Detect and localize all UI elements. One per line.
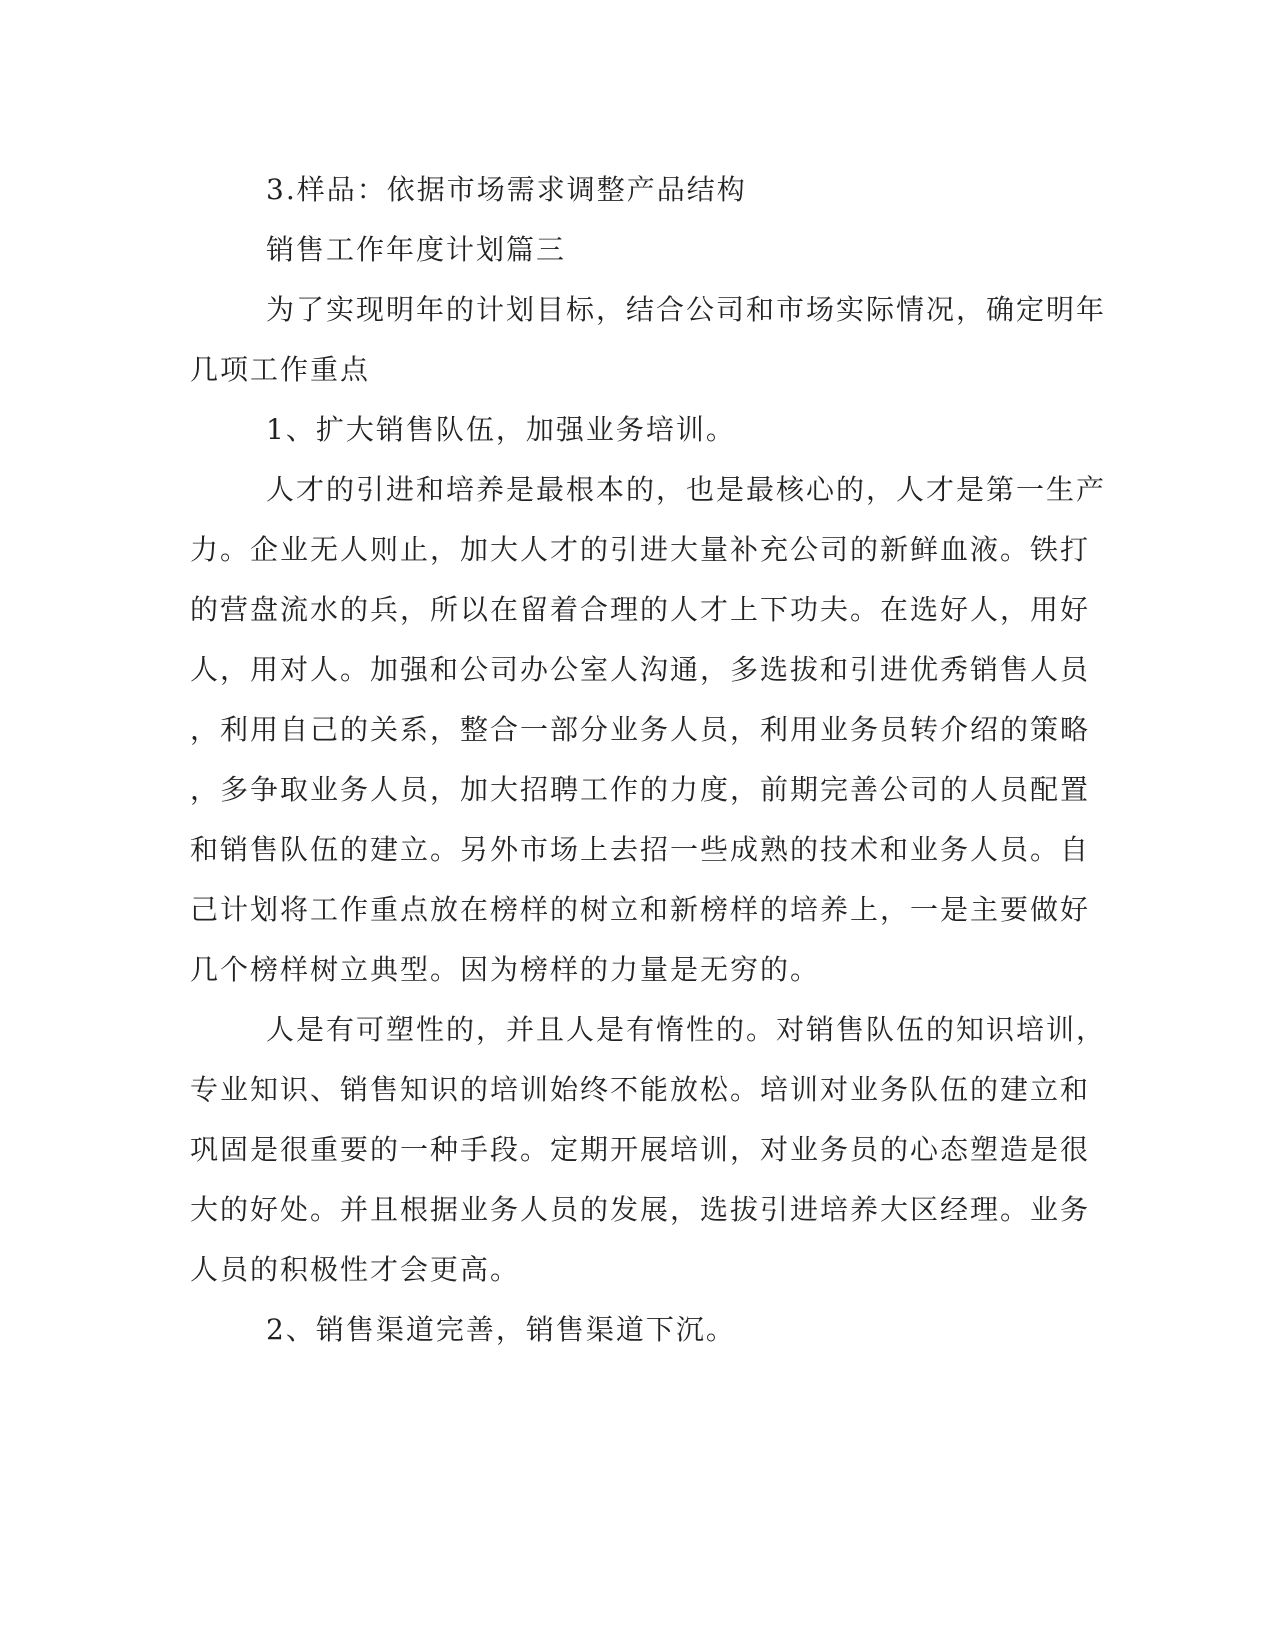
text-line-sample-product: 3.样品：依据市场需求调整产品结构 — [266, 173, 747, 206]
text-line: 人才的引进和培养是最根本的，也是最核心的，人才是第一生产 — [266, 473, 1107, 506]
text-line: 力。企业无人则止，加大人才的引进大量补充公司的新鲜血液。铁打 — [190, 533, 1091, 566]
text-line: 己计划将工作重点放在榜样的树立和新榜样的培养上，一是主要做好 — [190, 893, 1091, 926]
text-line: ，利用自己的关系，整合一部分业务人员，利用业务员转介绍的策略 — [190, 713, 1091, 746]
document-body — [190, 160, 1107, 1360]
text-line: 人，用对人。加强和公司办公室人沟通，多选拔和引进优秀销售人员 — [190, 653, 1091, 686]
text-line: 几项工作重点 — [190, 353, 371, 386]
list-heading-1: 1、扩大销售队伍，加强业务培训。 — [266, 413, 736, 446]
text-line: 人员的积极性才会更高。 — [190, 1253, 521, 1286]
text-line: 人是有可塑性的，并且人是有惰性的。对销售队伍的知识培训， — [266, 1013, 1107, 1046]
text-line: 巩固是很重要的一种手段。定期开展培训，对业务员的心态塑造是很 — [190, 1133, 1091, 1166]
text-line: 大的好处。并且根据业务人员的发展，选拔引进培养大区经理。业务 — [190, 1193, 1091, 1226]
text-line: 专业知识、销售知识的培训始终不能放松。培训对业务队伍的建立和 — [190, 1073, 1091, 1106]
section-heading: 销售工作年度计划篇三 — [266, 233, 567, 266]
text-line: 和销售队伍的建立。另外市场上去招一些成熟的技术和业务人员。自 — [190, 833, 1091, 866]
list-heading-2: 2、销售渠道完善，销售渠道下沉。 — [266, 1313, 736, 1346]
text-line: 几个榜样树立典型。因为榜样的力量是无穷的。 — [190, 953, 821, 986]
text-line: ，多争取业务人员，加大招聘工作的力度，前期完善公司的人员配置 — [190, 773, 1091, 806]
text-line: 为了实现明年的计划目标，结合公司和市场实际情况，确定明年 — [266, 293, 1107, 326]
text-line: 的营盘流水的兵，所以在留着合理的人才上下功夫。在选好人，用好 — [190, 593, 1091, 626]
